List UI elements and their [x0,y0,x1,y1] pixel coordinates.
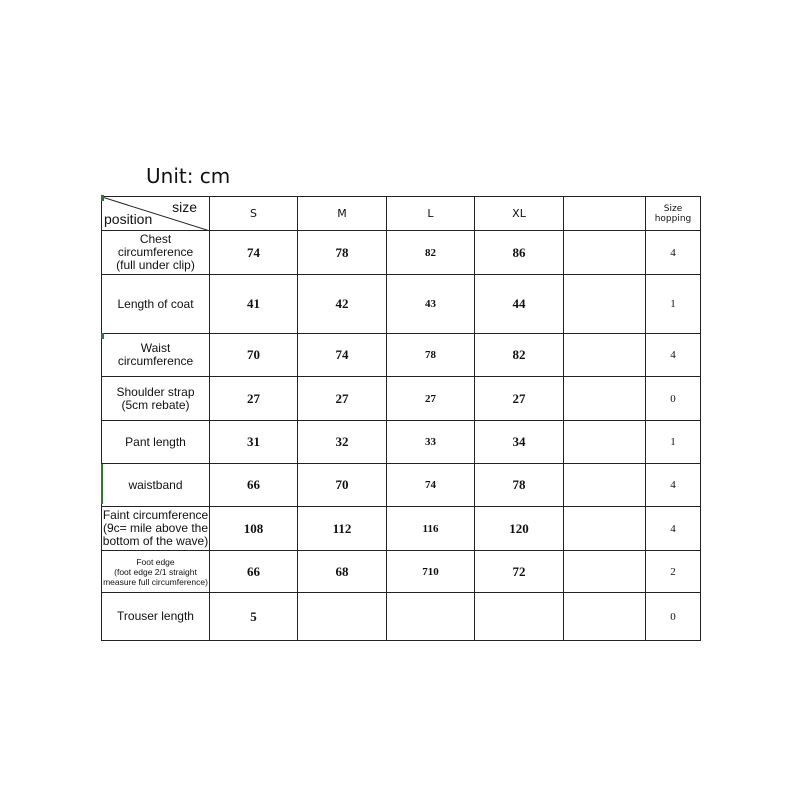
size-header [564,197,646,231]
unit-label: Unit: cm [146,164,231,188]
value-cell: 33 [387,421,475,464]
value-cell: 27 [475,377,564,421]
value-cell [564,275,646,334]
value-cell [475,593,564,641]
size-hopping-cell: 4 [646,231,701,275]
value-cell: 32 [298,421,387,464]
green-mark [101,195,104,201]
table-row [102,231,701,275]
value-cell: 43 [387,275,475,334]
value-cell: 44 [475,275,564,334]
table-row [102,464,701,507]
position-cell: Length of coat [102,275,210,334]
value-cell [564,593,646,641]
table-row [102,334,701,377]
value-cell: 72 [475,551,564,593]
table-row [102,551,701,593]
position-cell: Waist circumference [102,334,210,377]
size-hopping-cell: 4 [646,507,701,551]
value-cell [564,334,646,377]
position-cell: Pant length [102,421,210,464]
size-label: size [172,199,197,215]
size-hopping-cell: 0 [646,377,701,421]
table-body [102,231,701,641]
position-cell: Faint circumference (9c= mile above the bottom of the wave) [102,507,210,551]
value-cell: 74 [387,464,475,507]
value-cell: 31 [210,421,298,464]
size-header: S [210,197,298,231]
table-row [102,275,701,334]
value-cell: 27 [387,377,475,421]
size-hopping-cell: 2 [646,551,701,593]
value-cell: 112 [298,507,387,551]
value-cell: 66 [210,551,298,593]
value-cell: 78 [298,231,387,275]
value-cell: 5 [210,593,298,641]
size-hopping-cell: 0 [646,593,701,641]
value-cell: 68 [298,551,387,593]
value-cell [298,593,387,641]
header-row [102,197,701,231]
value-cell: 78 [387,334,475,377]
value-cell [564,231,646,275]
value-cell: 66 [210,464,298,507]
value-cell: 116 [387,507,475,551]
position-cell: Chest circumference (full under clip) [102,231,210,275]
size-header: M [298,197,387,231]
value-cell: 86 [475,231,564,275]
value-cell: 78 [475,464,564,507]
size-hopping-header: Size hopping [646,197,701,231]
table-row [102,421,701,464]
position-cell: Trouser length [102,593,210,641]
value-cell [564,551,646,593]
value-cell: 27 [298,377,387,421]
value-cell: 41 [210,275,298,334]
size-hopping-cell: 1 [646,275,701,334]
value-cell: 82 [387,231,475,275]
value-cell: 42 [298,275,387,334]
size-hopping-cell: 4 [646,334,701,377]
value-cell [387,593,475,641]
value-cell: 74 [298,334,387,377]
size-header: XL [475,197,564,231]
value-cell [564,377,646,421]
value-cell [564,507,646,551]
value-cell: 70 [210,334,298,377]
position-cell: Foot edge (foot edge 2/1 straight measure full circumference) [102,551,210,593]
size-chart-table [101,196,701,641]
position-cell: Shoulder strap (5cm rebate) [102,377,210,421]
value-cell: 108 [210,507,298,551]
value-cell: 34 [475,421,564,464]
value-cell [564,464,646,507]
value-cell: 82 [475,334,564,377]
table-row [102,507,701,551]
corner-header-cell [102,197,210,231]
table-row [102,377,701,421]
value-cell: 70 [298,464,387,507]
value-cell: 27 [210,377,298,421]
value-cell: 710 [387,551,475,593]
value-cell: 120 [475,507,564,551]
size-hopping-cell: 1 [646,421,701,464]
size-header: L [387,197,475,231]
green-mark [101,333,104,339]
position-label: position [104,211,153,227]
green-mark [101,464,103,504]
value-cell [564,421,646,464]
value-cell: 74 [210,231,298,275]
size-hopping-cell: 4 [646,464,701,507]
position-cell: waistband [102,464,210,507]
table-row [102,593,701,641]
